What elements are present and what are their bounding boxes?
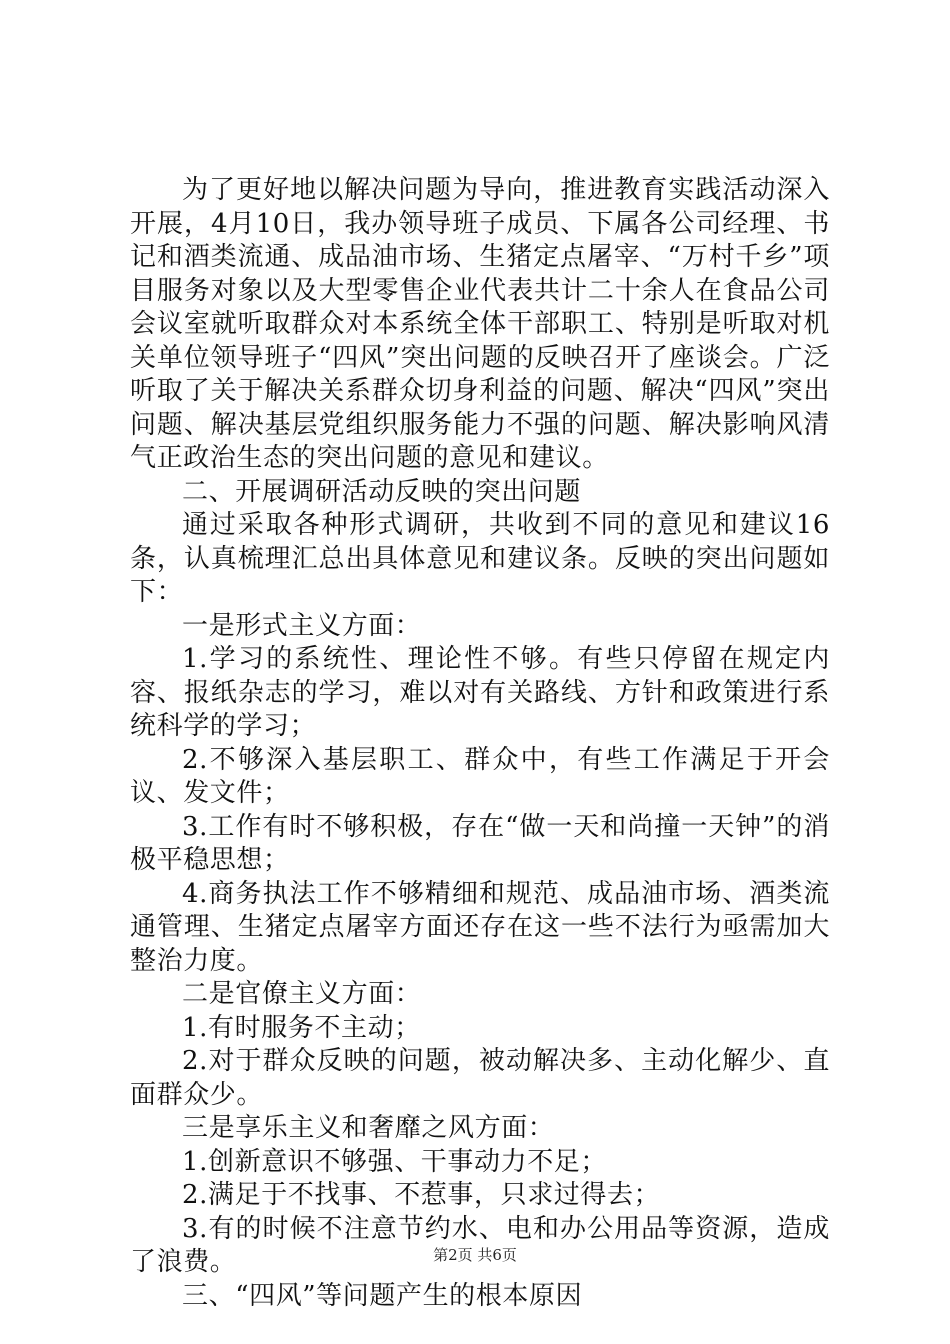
intro-paragraph: 为了更好地以解决问题为导向，推进教育实践活动深入开展，4月10日，我办领导班子成员、下属各公司经理、书记和酒类流通、成品油市场、生猪定点屠宰、“万村千乡”项目服务对象以及大型零售企业代表共计二十余人在食品公司会议室就听取群众对本系统全体干部职工、特别是听取对机关单位领导班子“四风”突出问题的反映召开了座谈会。广泛听取了关于解决关系群众切身利益的问题、解决“四风”突出问题、解决基层党组织服务能力不强的问题、解决影响风清气正政治生态的突出问题的意见和建议。 — [130, 175, 830, 473]
hedonism-heading: 三是享乐主义和奢靡之风方面： — [182, 1113, 555, 1143]
page-number-footer: 第2页 共6页 — [433, 1246, 517, 1264]
formalism-item-3: 3.工作有时不够积极，存在“做一天和尚撞一天钟”的消极平稳思想； — [130, 811, 830, 875]
formalism-item-2: 2.不够深入基层职工、群众中，有些工作满足于开会议、发文件； — [130, 744, 830, 808]
formalism-item-4: 4.商务执法工作不够精细和规范、成品油市场、酒类流通管理、生猪定点屠宰方面还存在这一些不法行为亟需加大整治力度。 — [130, 878, 830, 976]
bureaucracy-item-1: 1.有时服务不主动； — [182, 1012, 421, 1043]
section-heading-three: 三、“四风”等问题产生的根本原因 — [182, 1280, 583, 1311]
bureaucracy-heading: 二是官僚主义方面： — [182, 979, 422, 1009]
survey-summary-paragraph: 通过采取各种形式调研，共收到不同的意见和建议16条，认真梳理汇总出具体意见和建议条。反映的突出问题如下： — [130, 510, 830, 607]
bureaucracy-item-2: 2.对于群众反映的问题，被动解决多、主动化解少、直面群众少。 — [130, 1046, 830, 1110]
hedonism-item-2: 2.满足于不找事、不惹事，只求过得去； — [182, 1180, 661, 1210]
document-body — [130, 174, 830, 1313]
formalism-heading: 一是形式主义方面： — [182, 610, 422, 641]
hedonism-item-3: 3.有的时候不注意节约水、电和办公用品等资源，造成了浪费。 — [130, 1213, 830, 1277]
hedonism-item-1: 1.创新意识不够强、干事动力不足； — [182, 1146, 608, 1177]
section-heading-two: 二、开展调研活动反映的突出问题 — [182, 476, 582, 507]
formalism-item-1: 1.学习的系统性、理论性不够。有些只停留在规定内容、报纸杂志的学习，难以对有关路线、方针和政策进行系统科学的学习； — [130, 644, 830, 741]
